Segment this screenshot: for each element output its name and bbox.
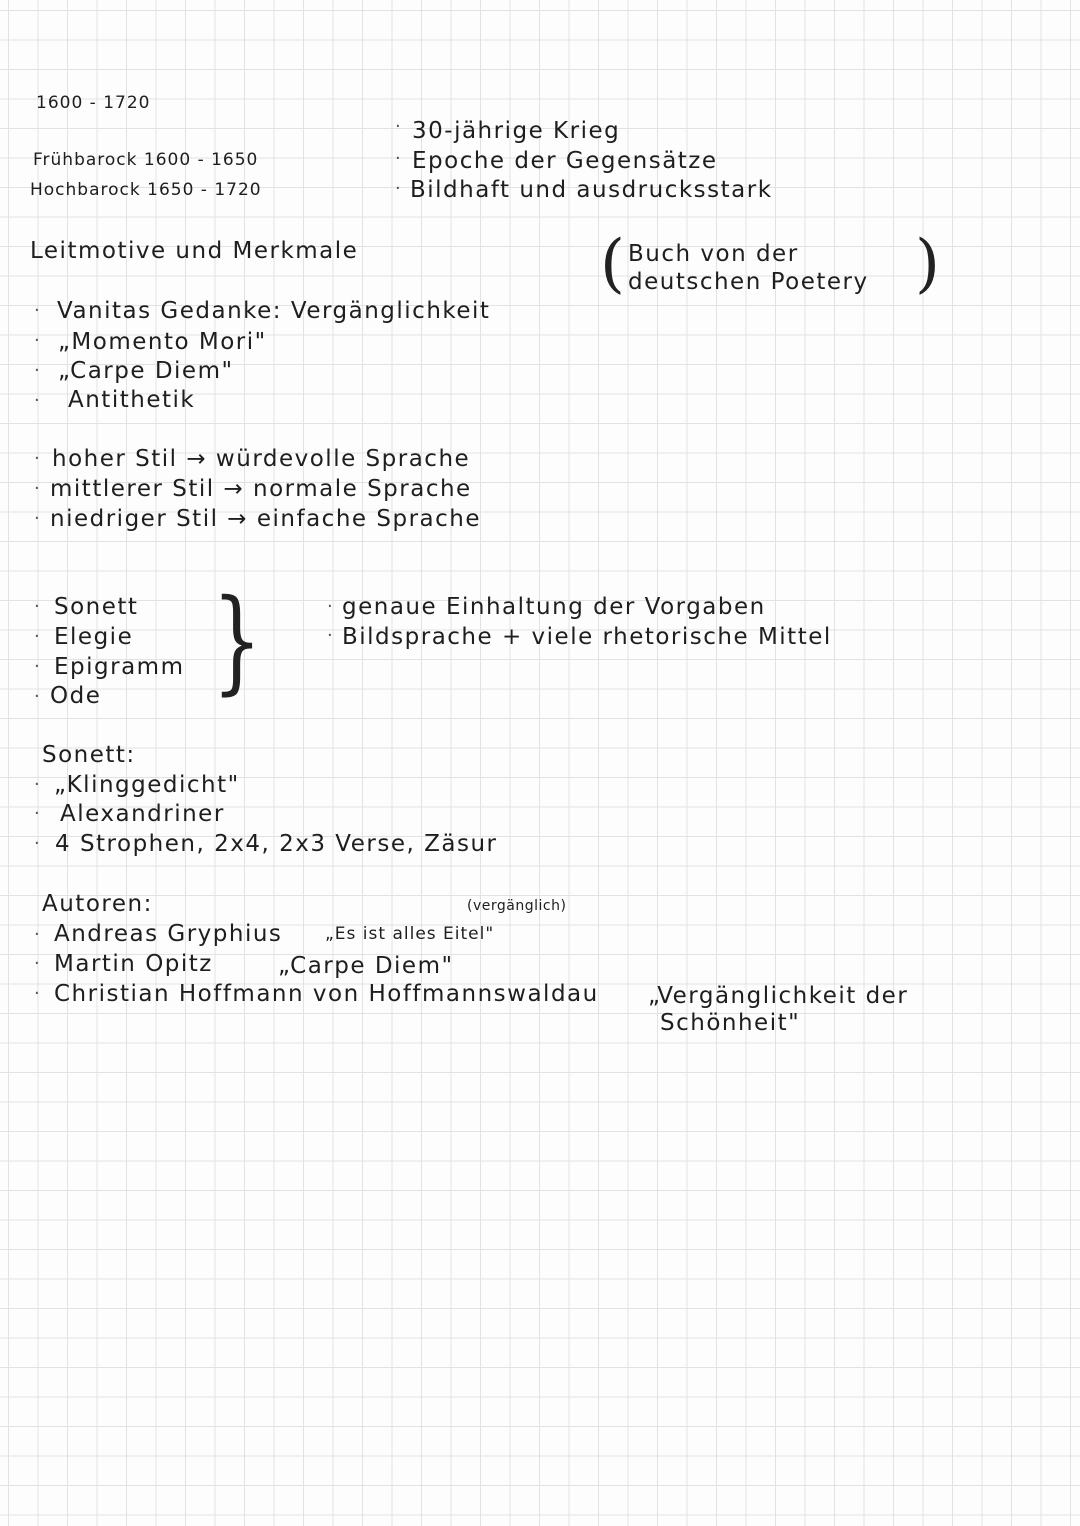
forms-note-rules: genaue Einhaltung der Vorgaben bbox=[342, 594, 766, 620]
sonnet-alexandriner: Alexandriner bbox=[60, 801, 225, 827]
sonnet-klinggedicht: „Klinggedicht" bbox=[54, 772, 240, 798]
motif-antithetik: Antithetik bbox=[68, 387, 196, 413]
form-ode: Ode bbox=[50, 683, 102, 709]
form-elegie: Elegie bbox=[54, 624, 134, 650]
brace-right: } bbox=[212, 576, 262, 706]
bullet-dot: · bbox=[327, 596, 333, 617]
motifs-heading: Leitmotive und Merkmale bbox=[30, 238, 359, 264]
forms-note-imagery: Bildsprache + viele rhetorische Mittel bbox=[342, 624, 832, 650]
bullet-dot: · bbox=[34, 596, 40, 617]
work-verganglichkeit-line2: Schönheit" bbox=[660, 1010, 801, 1036]
period-range: 1600 - 1720 bbox=[36, 93, 151, 113]
book-note-line1: Buch von der bbox=[628, 241, 799, 267]
bullet-dot: · bbox=[34, 983, 40, 1004]
bullet-dot: · bbox=[34, 774, 40, 795]
bullet-dot: · bbox=[34, 656, 40, 677]
bullet-dot: · bbox=[34, 508, 40, 529]
bullet-dot: · bbox=[395, 178, 401, 199]
book-note-line2: deutschen Poetery bbox=[628, 269, 869, 295]
bullet-dot: · bbox=[34, 330, 40, 351]
bullet-dot: · bbox=[34, 953, 40, 974]
form-sonett: Sonett bbox=[54, 594, 139, 620]
bullet-dot: · bbox=[34, 686, 40, 707]
paren-open: ( bbox=[600, 227, 625, 301]
bullet-dot: · bbox=[34, 390, 40, 411]
work-carpe-diem: „Carpe Diem" bbox=[278, 953, 454, 979]
paren-close: ) bbox=[915, 227, 940, 301]
sonnet-structure: 4 Strophen, 2x4, 2x3 Verse, Zäsur bbox=[55, 831, 498, 857]
bullet-dot: · bbox=[34, 626, 40, 647]
motif-carpe-diem: „Carpe Diem" bbox=[58, 358, 234, 384]
author-hoffmannswaldau: Christian Hoffmann von Hoffmannswaldau bbox=[54, 981, 599, 1007]
style-high: hoher Stil → würdevolle Sprache bbox=[52, 446, 471, 472]
style-low: niedriger Stil → einfache Sprache bbox=[50, 506, 481, 532]
motif-memento-mori: „Momento Mori" bbox=[58, 329, 267, 355]
form-epigramm: Epigramm bbox=[54, 654, 185, 680]
annotation-verganglich: (vergänglich) bbox=[467, 898, 567, 914]
bullet-dot: · bbox=[395, 148, 401, 169]
work-verganglichkeit-line1: „Vergänglichkeit der bbox=[648, 983, 909, 1009]
bullet-dot: · bbox=[34, 803, 40, 824]
bullet-dot: · bbox=[34, 360, 40, 381]
bullet-dot: · bbox=[327, 625, 333, 646]
authors-heading: Autoren: bbox=[42, 891, 153, 917]
sonnet-heading: Sonett: bbox=[42, 742, 136, 768]
style-middle: mittlerer Stil → normale Sprache bbox=[50, 476, 472, 502]
early-baroque: Frühbarock 1600 - 1650 bbox=[33, 150, 259, 170]
bullet-dot: · bbox=[34, 924, 40, 945]
high-baroque: Hochbarock 1650 - 1720 bbox=[30, 180, 262, 200]
bullet-dot: · bbox=[395, 116, 401, 137]
bullet-dot: · bbox=[34, 833, 40, 854]
bullet-dot: · bbox=[34, 300, 40, 321]
author-gryphius: Andreas Gryphius bbox=[54, 921, 283, 947]
context-expressive: Bildhaft und ausdrucksstark bbox=[410, 177, 773, 203]
bullet-dot: · bbox=[34, 448, 40, 469]
work-es-ist-alles-eitel: „Es ist alles Eitel" bbox=[325, 924, 495, 944]
motif-vanitas: Vanitas Gedanke: Vergänglichkeit bbox=[57, 298, 491, 324]
context-war: 30-jährige Krieg bbox=[412, 118, 621, 144]
bullet-dot: · bbox=[34, 478, 40, 499]
author-opitz: Martin Opitz bbox=[54, 951, 213, 977]
context-contrasts: Epoche der Gegensätze bbox=[412, 148, 718, 174]
